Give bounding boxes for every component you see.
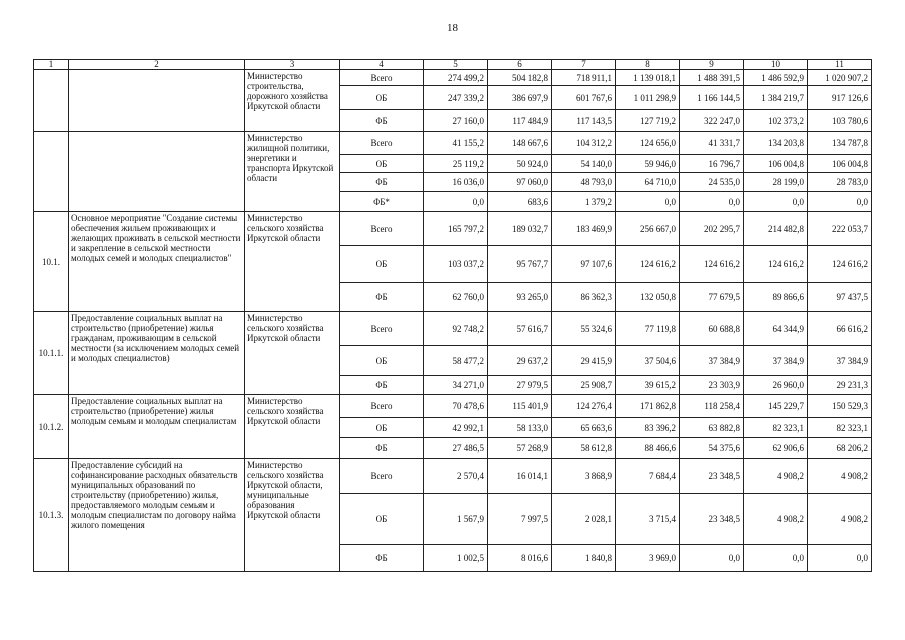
funding-source: ФБ <box>340 283 424 312</box>
amount-cell: 124 616,2 <box>744 246 808 283</box>
amount-cell: 322 247,0 <box>680 110 744 132</box>
amount-cell: 28 783,0 <box>808 173 872 192</box>
amount-cell: 1 139 018,1 <box>616 70 680 86</box>
item-number: 10.1.2. <box>34 395 69 459</box>
amount-cell: 64 344,9 <box>744 312 808 346</box>
item-number: 10.1.3. <box>34 459 69 572</box>
amount-cell: 134 787,8 <box>808 132 872 155</box>
amount-cell: 54 140,0 <box>552 155 616 173</box>
item-description <box>69 70 245 132</box>
amount-cell: 37 384,9 <box>680 346 744 376</box>
amount-cell: 917 126,6 <box>808 86 872 110</box>
amount-cell: 247 339,2 <box>424 86 488 110</box>
amount-cell: 23 348,5 <box>680 494 744 545</box>
funding-source: ФБ <box>340 545 424 572</box>
amount-cell: 88 466,6 <box>616 438 680 459</box>
amount-cell: 0,0 <box>616 192 680 212</box>
funding-source: Всего <box>340 459 424 494</box>
item-number <box>34 70 69 132</box>
budget-table <box>33 59 872 572</box>
amount-cell: 4 908,2 <box>808 494 872 545</box>
amount-cell: 148 667,6 <box>488 132 552 155</box>
amount-cell: 41 155,2 <box>424 132 488 155</box>
amount-cell: 28 199,0 <box>744 173 808 192</box>
page-number: 18 <box>447 22 458 34</box>
funding-source: Всего <box>340 395 424 418</box>
amount-cell: 150 529,3 <box>808 395 872 418</box>
amount-cell: 1 002,5 <box>424 545 488 572</box>
funding-source: ФБ <box>340 173 424 192</box>
column-header: 1 <box>34 60 69 70</box>
amount-cell: 0,0 <box>808 545 872 572</box>
amount-cell: 118 258,4 <box>680 395 744 418</box>
amount-cell: 386 697,9 <box>488 86 552 110</box>
responsible-executor: Министерство сельского хозяйства Иркутской области <box>245 395 340 459</box>
amount-cell: 89 866,6 <box>744 283 808 312</box>
funding-source: ФБ* <box>340 192 424 212</box>
responsible-executor: Министерство строительства, дорожного хозяйства Иркутской области <box>245 70 340 132</box>
amount-cell: 58 612,8 <box>552 438 616 459</box>
amount-cell: 37 384,9 <box>744 346 808 376</box>
item-description <box>69 132 245 212</box>
amount-cell: 42 992,1 <box>424 418 488 438</box>
amount-cell: 1 020 907,2 <box>808 70 872 86</box>
amount-cell: 27 486,5 <box>424 438 488 459</box>
amount-cell: 0,0 <box>808 192 872 212</box>
amount-cell: 92 748,2 <box>424 312 488 346</box>
amount-cell: 16 796,7 <box>680 155 744 173</box>
table-row <box>34 132 872 155</box>
amount-cell: 117 143,5 <box>552 110 616 132</box>
item-description: Предоставление социальных выплат на строительство (приобретение) жилья гражданам, проживающим в сельской местности (за исключением молодых семей и молодых специалистов) <box>69 312 245 395</box>
table-row <box>34 70 872 86</box>
amount-cell: 134 203,8 <box>744 132 808 155</box>
amount-cell: 3 969,0 <box>616 545 680 572</box>
amount-cell: 7 684,4 <box>616 459 680 494</box>
amount-cell: 145 229,7 <box>744 395 808 418</box>
amount-cell: 124 656,0 <box>616 132 680 155</box>
amount-cell: 115 401,9 <box>488 395 552 418</box>
amount-cell: 124 616,2 <box>808 246 872 283</box>
amount-cell: 171 862,8 <box>616 395 680 418</box>
amount-cell: 104 312,2 <box>552 132 616 155</box>
funding-source: Всего <box>340 312 424 346</box>
amount-cell: 86 362,3 <box>552 283 616 312</box>
column-header: 5 <box>424 60 488 70</box>
amount-cell: 274 499,2 <box>424 70 488 86</box>
amount-cell: 27 979,5 <box>488 376 552 395</box>
amount-cell: 132 050,8 <box>616 283 680 312</box>
table-row <box>34 312 872 346</box>
amount-cell: 214 482,8 <box>744 212 808 246</box>
amount-cell: 1 166 144,5 <box>680 86 744 110</box>
funding-source: Всего <box>340 70 424 86</box>
column-header: 7 <box>552 60 616 70</box>
amount-cell: 2 570,4 <box>424 459 488 494</box>
amount-cell: 124 616,2 <box>680 246 744 283</box>
column-header: 8 <box>616 60 680 70</box>
amount-cell: 4 908,2 <box>744 494 808 545</box>
amount-cell: 189 032,7 <box>488 212 552 246</box>
amount-cell: 23 303,9 <box>680 376 744 395</box>
responsible-executor: Министерство сельского хозяйства Иркутской области, муниципальные образования Иркутской области <box>245 459 340 572</box>
amount-cell: 0,0 <box>680 192 744 212</box>
amount-cell: 66 616,2 <box>808 312 872 346</box>
amount-cell: 97 107,6 <box>552 246 616 283</box>
amount-cell: 7 997,5 <box>488 494 552 545</box>
column-header: 10 <box>744 60 808 70</box>
amount-cell: 0,0 <box>744 192 808 212</box>
column-header: 3 <box>245 60 340 70</box>
responsible-executor: Министерство сельского хозяйства Иркутской области <box>245 212 340 312</box>
amount-cell: 97 437,5 <box>808 283 872 312</box>
amount-cell: 0,0 <box>680 545 744 572</box>
amount-cell: 68 206,2 <box>808 438 872 459</box>
table-row <box>34 459 872 494</box>
amount-cell: 48 793,0 <box>552 173 616 192</box>
amount-cell: 59 946,0 <box>616 155 680 173</box>
funding-source: ОБ <box>340 418 424 438</box>
amount-cell: 25 908,7 <box>552 376 616 395</box>
amount-cell: 29 231,3 <box>808 376 872 395</box>
responsible-executor: Министерство жилищной политики, энергетики и транспорта Иркутской области <box>245 132 340 212</box>
amount-cell: 3 715,4 <box>616 494 680 545</box>
amount-cell: 0,0 <box>424 192 488 212</box>
item-number: 10.1.1. <box>34 312 69 395</box>
amount-cell: 202 295,7 <box>680 212 744 246</box>
funding-source: ОБ <box>340 86 424 110</box>
amount-cell: 117 484,9 <box>488 110 552 132</box>
amount-cell: 29 415,9 <box>552 346 616 376</box>
amount-cell: 23 348,5 <box>680 459 744 494</box>
amount-cell: 37 384,9 <box>808 346 872 376</box>
column-header: 4 <box>340 60 424 70</box>
amount-cell: 1 567,9 <box>424 494 488 545</box>
amount-cell: 34 271,0 <box>424 376 488 395</box>
amount-cell: 106 004,8 <box>744 155 808 173</box>
amount-cell: 1 840,8 <box>552 545 616 572</box>
amount-cell: 50 924,0 <box>488 155 552 173</box>
amount-cell: 25 119,2 <box>424 155 488 173</box>
amount-cell: 165 797,2 <box>424 212 488 246</box>
amount-cell: 2 028,1 <box>552 494 616 545</box>
amount-cell: 82 323,1 <box>744 418 808 438</box>
amount-cell: 41 331,7 <box>680 132 744 155</box>
responsible-executor: Министерство сельского хозяйства Иркутской области <box>245 312 340 395</box>
item-description: Основное мероприятие "Создание системы обеспечения жильем проживающих и желающих проживать в сельской местности и закрепление в сельской местности молодых семей и молодых специалистов" <box>69 212 245 312</box>
column-header: 2 <box>69 60 245 70</box>
funding-source: ФБ <box>340 438 424 459</box>
amount-cell: 1 379,2 <box>552 192 616 212</box>
amount-cell: 57 268,9 <box>488 438 552 459</box>
amount-cell: 718 911,1 <box>552 70 616 86</box>
funding-source: ОБ <box>340 346 424 376</box>
amount-cell: 683,6 <box>488 192 552 212</box>
item-number <box>34 132 69 212</box>
amount-cell: 57 616,7 <box>488 312 552 346</box>
amount-cell: 83 396,2 <box>616 418 680 438</box>
funding-source: ФБ <box>340 376 424 395</box>
amount-cell: 54 375,6 <box>680 438 744 459</box>
amount-cell: 77 119,8 <box>616 312 680 346</box>
amount-cell: 8 016,6 <box>488 545 552 572</box>
amount-cell: 60 688,8 <box>680 312 744 346</box>
amount-cell: 97 060,0 <box>488 173 552 192</box>
amount-cell: 4 908,2 <box>744 459 808 494</box>
amount-cell: 24 535,0 <box>680 173 744 192</box>
table-row <box>34 212 872 246</box>
funding-source: ОБ <box>340 494 424 545</box>
funding-source: ФБ <box>340 110 424 132</box>
amount-cell: 103 780,6 <box>808 110 872 132</box>
column-header: 6 <box>488 60 552 70</box>
column-header: 11 <box>808 60 872 70</box>
amount-cell: 58 133,0 <box>488 418 552 438</box>
amount-cell: 3 868,9 <box>552 459 616 494</box>
amount-cell: 222 053,7 <box>808 212 872 246</box>
amount-cell: 256 667,0 <box>616 212 680 246</box>
amount-cell: 55 324,6 <box>552 312 616 346</box>
funding-source: ОБ <box>340 155 424 173</box>
amount-cell: 106 004,8 <box>808 155 872 173</box>
table-row <box>34 395 872 418</box>
amount-cell: 82 323,1 <box>808 418 872 438</box>
amount-cell: 4 908,2 <box>808 459 872 494</box>
funding-source: Всего <box>340 132 424 155</box>
amount-cell: 62 906,6 <box>744 438 808 459</box>
amount-cell: 124 276,4 <box>552 395 616 418</box>
column-header: 9 <box>680 60 744 70</box>
amount-cell: 1 384 219,7 <box>744 86 808 110</box>
amount-cell: 29 637,2 <box>488 346 552 376</box>
item-description: Предоставление социальных выплат на строительство (приобретение) жилья молодым семьям и молодым специалистам <box>69 395 245 459</box>
amount-cell: 183 469,9 <box>552 212 616 246</box>
item-description: Предоставление субсидий на софинансирование расходных обязательств муниципальных образований по строительству (приобретению) жилья, предоставляемого молодым семьям и молодым специалистам по договору найма жилого помещения <box>69 459 245 572</box>
amount-cell: 64 710,0 <box>616 173 680 192</box>
amount-cell: 102 373,2 <box>744 110 808 132</box>
amount-cell: 39 615,2 <box>616 376 680 395</box>
amount-cell: 95 767,7 <box>488 246 552 283</box>
amount-cell: 1 488 391,5 <box>680 70 744 86</box>
item-number: 10.1. <box>34 212 69 312</box>
amount-cell: 26 960,0 <box>744 376 808 395</box>
amount-cell: 601 767,6 <box>552 86 616 110</box>
amount-cell: 27 160,0 <box>424 110 488 132</box>
amount-cell: 77 679,5 <box>680 283 744 312</box>
amount-cell: 103 037,2 <box>424 246 488 283</box>
amount-cell: 93 265,0 <box>488 283 552 312</box>
amount-cell: 37 504,6 <box>616 346 680 376</box>
amount-cell: 16 014,1 <box>488 459 552 494</box>
amount-cell: 58 477,2 <box>424 346 488 376</box>
amount-cell: 1 486 592,9 <box>744 70 808 86</box>
amount-cell: 504 182,8 <box>488 70 552 86</box>
header-row <box>34 60 872 70</box>
amount-cell: 62 760,0 <box>424 283 488 312</box>
table-body <box>34 60 872 572</box>
amount-cell: 16 036,0 <box>424 173 488 192</box>
amount-cell: 127 719,2 <box>616 110 680 132</box>
funding-source: ОБ <box>340 246 424 283</box>
amount-cell: 70 478,6 <box>424 395 488 418</box>
amount-cell: 65 663,6 <box>552 418 616 438</box>
amount-cell: 1 011 298,9 <box>616 86 680 110</box>
amount-cell: 124 616,2 <box>616 246 680 283</box>
amount-cell: 63 882,8 <box>680 418 744 438</box>
funding-source: Всего <box>340 212 424 246</box>
amount-cell: 0,0 <box>744 545 808 572</box>
